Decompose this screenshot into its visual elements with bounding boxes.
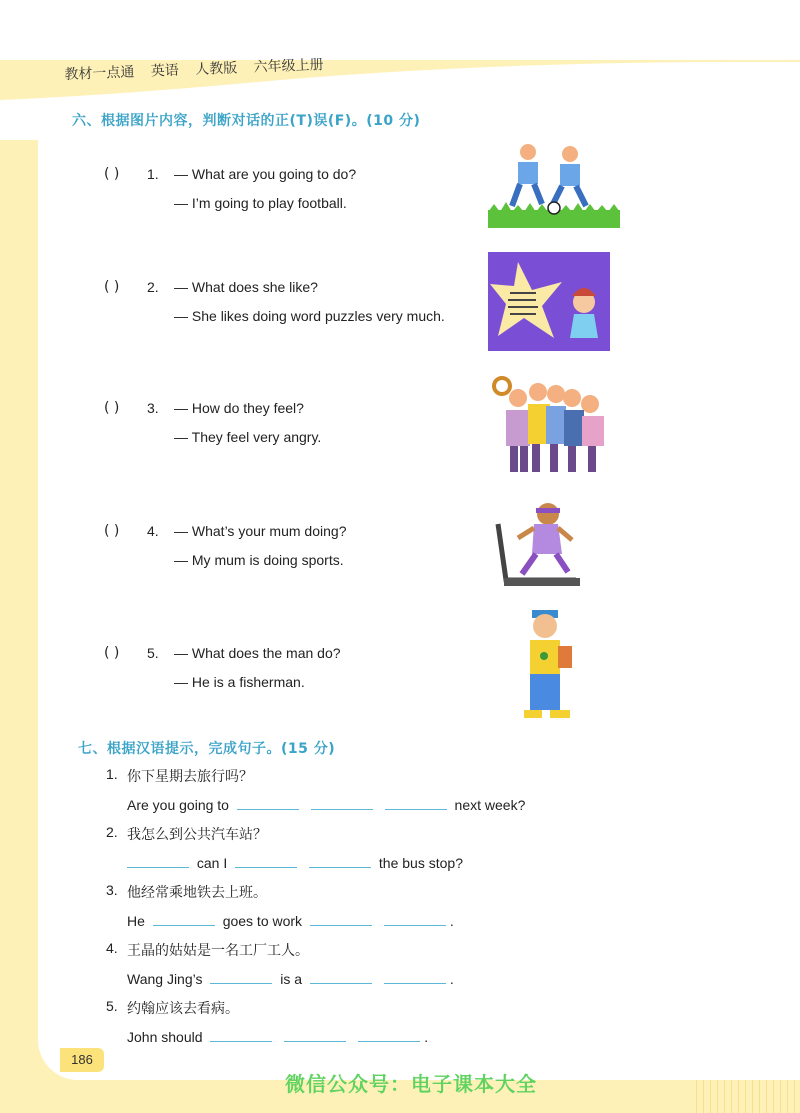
item-5-chinese: 约翰应该去看病。: [127, 1000, 239, 1016]
item-3-blank-1[interactable]: [153, 911, 215, 926]
question-number-2: 2.: [147, 279, 159, 295]
item-4-blank-1[interactable]: [210, 969, 272, 984]
item-1-text-a: Are you going to: [127, 797, 229, 813]
question-number-1: 1.: [147, 166, 159, 182]
coach-clipboard-icon: [514, 608, 578, 726]
item-3-blank-2[interactable]: [310, 911, 372, 926]
item-3-text-c: .: [449, 913, 454, 929]
item-number-3: 3.: [106, 882, 118, 898]
answer-paren-1[interactable]: ( ): [104, 166, 120, 182]
item-1-chinese: 你下星期去旅行吗？: [127, 768, 253, 784]
item-3-text-a: He: [127, 913, 145, 929]
question-number-4: 4.: [147, 523, 159, 539]
item-2-blank-2[interactable]: [235, 853, 297, 868]
item-4-text-b: is a: [280, 971, 303, 987]
answer-paren-4[interactable]: ( ): [104, 523, 120, 539]
item-1-sentence: [127, 795, 525, 813]
happy-crowd-icon: [488, 370, 610, 480]
answer-paren-2[interactable]: ( ): [104, 279, 120, 295]
treadmill-runner-icon: [490, 492, 590, 596]
girl-word-puzzle-icon: [488, 252, 610, 351]
answer-paren-3[interactable]: ( ): [104, 400, 120, 416]
item-4-sentence: [127, 969, 454, 987]
item-5-blank-2[interactable]: [284, 1027, 346, 1042]
item-number-4: 4.: [106, 940, 118, 956]
answer-paren-5[interactable]: ( ): [104, 645, 120, 661]
item-3-sentence: [127, 911, 454, 929]
item-4-text-c: .: [449, 971, 454, 987]
item-number-5: 5.: [106, 998, 118, 1014]
football-players-icon: [488, 140, 620, 235]
header-grade: 六年级上册: [253, 57, 324, 76]
header-book: 教材一点通: [64, 64, 135, 83]
page-number: 186: [60, 1048, 104, 1072]
item-3-chinese: 他经常乘地铁去上班。: [127, 884, 267, 900]
item-2-blank-3[interactable]: [309, 853, 371, 868]
question-5-line2: — He is a fisherman.: [174, 674, 305, 690]
item-4-blank-3[interactable]: [384, 969, 446, 984]
item-5-blank-3[interactable]: [358, 1027, 420, 1042]
item-2-blank-1[interactable]: [127, 853, 189, 868]
question-5-line1: — What does the man do?: [174, 645, 341, 661]
header-edition: 人教版: [194, 60, 238, 78]
question-4-line2: — My mum is doing sports.: [174, 552, 344, 568]
question-2-line2: — She likes doing word puzzles very much.: [174, 308, 445, 324]
item-2-text-a: can I: [196, 855, 228, 871]
question-3-line1: — How do they feel?: [174, 400, 304, 416]
question-3-line2: — They feel very angry.: [174, 429, 322, 445]
item-5-sentence: [127, 1027, 428, 1045]
question-1-line1: — What are you going to do?: [174, 166, 357, 182]
item-3-blank-3[interactable]: [384, 911, 446, 926]
section-6-title: 六、根据图片内容，判断对话的正(T)误(F)。(10 分): [72, 113, 421, 129]
item-2-text-b: the bus stop?: [378, 855, 463, 871]
item-2-sentence: [127, 853, 463, 871]
item-4-chinese: 王晶的姑姑是一名工厂工人。: [127, 942, 309, 958]
question-1-line2: — I’m going to play football.: [174, 195, 347, 211]
item-1-blank-1[interactable]: [237, 795, 299, 810]
item-4-blank-2[interactable]: [310, 969, 372, 984]
question-number-5: 5.: [147, 645, 159, 661]
item-number-2: 2.: [106, 824, 118, 840]
item-5-blank-1[interactable]: [210, 1027, 272, 1042]
item-4-text-a: Wang Jing’s: [127, 971, 203, 987]
item-1-blank-3[interactable]: [385, 795, 447, 810]
item-5-text-b: .: [424, 1029, 429, 1045]
question-4-line1: — What’s your mum doing?: [174, 523, 347, 539]
item-1-blank-2[interactable]: [311, 795, 373, 810]
section-7-title: 七、根据汉语提示，完成句子。(15 分): [78, 741, 336, 757]
header-subject: 英语: [150, 62, 180, 80]
item-2-chinese: 我怎么到公共汽车站？: [127, 826, 267, 842]
question-number-3: 3.: [147, 400, 159, 416]
watermark: 微信公众号：电子课本大全: [285, 1072, 537, 1096]
question-2-line1: — What does she like?: [174, 279, 318, 295]
item-5-text-a: John should: [127, 1029, 203, 1045]
item-3-text-b: goes to work: [222, 913, 303, 929]
item-1-text-b: next week?: [454, 797, 526, 813]
item-number-1: 1.: [106, 766, 118, 782]
